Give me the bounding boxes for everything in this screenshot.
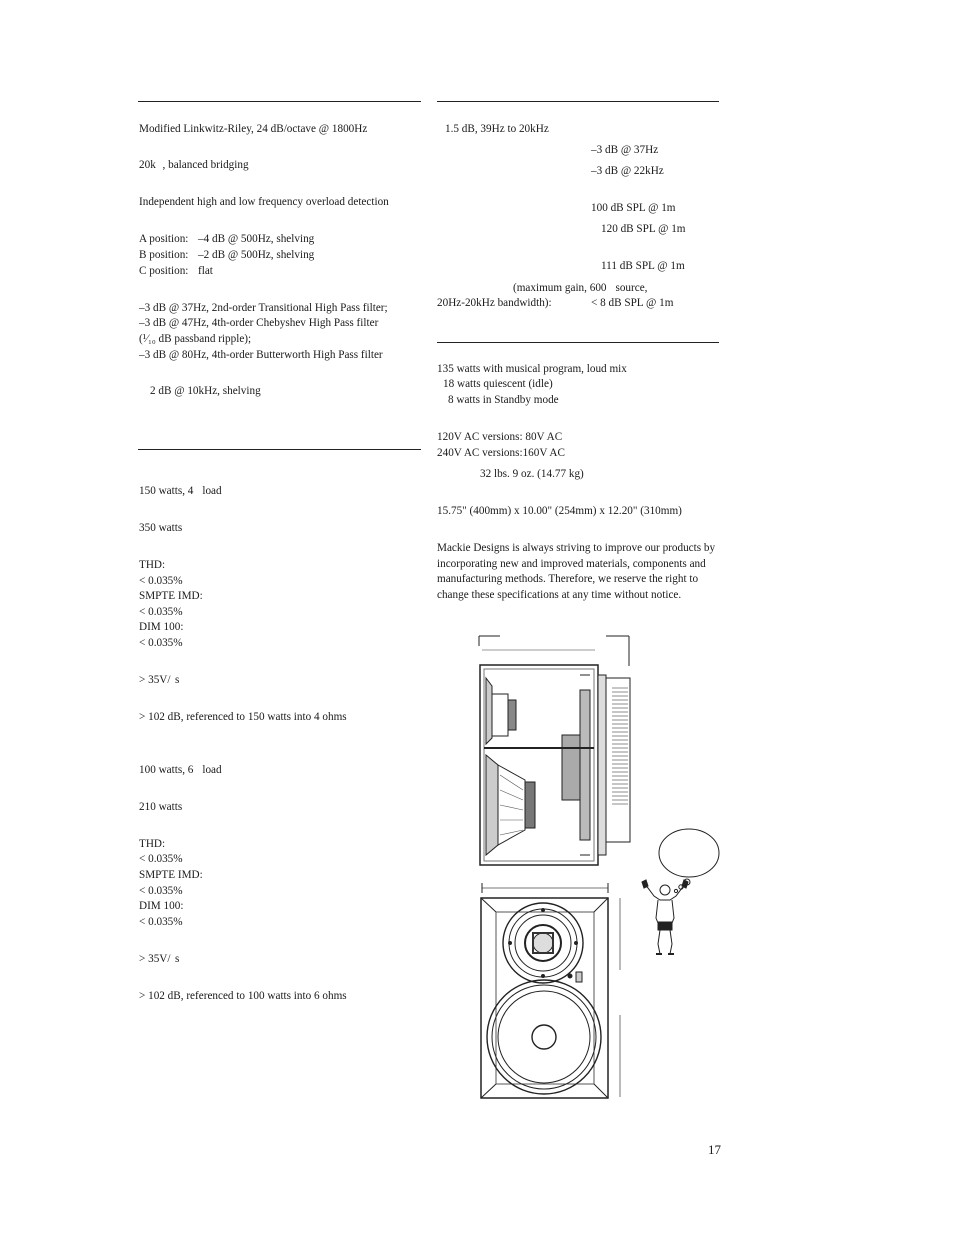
acoustic-space-a-value: –4 dB @ 500Hz, shelving [198,233,315,245]
hf-amp-slew: > 35V/ s [139,953,180,965]
lf-amp-snr: > 102 dB, referenced to 150 watts into 4 ohms [139,711,347,723]
max-spl-1: 100 dB SPL @ 1m [591,202,676,214]
acoustic-space-b-value: –2 dB @ 500Hz, shelving [198,249,315,261]
lf-amp-burst-power: 350 watts [139,522,183,534]
lf-cutoff-line-3: (¹⁄₁₀ dB passband ripple); [139,333,252,345]
lf-amp-dim-value: < 0.035% [139,637,183,649]
power-consumption-line-3: 8 watts in Standby mode [448,394,559,406]
lf-cutoff-line-2: –3 dB @ 47Hz, 4th-order Chebyshev High Pass filter [139,317,379,329]
section-rule-right-mid [437,342,719,343]
speaker-side-view-drawing [470,630,640,875]
hf-trim: 2 dB @ 10kHz, shelving [150,385,261,397]
hf-amp-thd-label: THD: [139,838,166,850]
hf-amp-rated-power: 100 watts, 6 load [139,764,222,776]
hf-amp-thd-value: < 0.035% [139,853,183,865]
noise-value: < 8 dB SPL @ 1m [591,297,674,309]
section-rule-left-top [138,101,421,102]
voltage-line-2: 240V AC versions:160V AC [437,447,565,459]
hf-amp-dim-value: < 0.035% [139,916,183,928]
strongman-figure [640,878,690,958]
noise-condition-line-2: 20Hz-20kHz bandwidth): [437,297,552,309]
dimensions: 15.75" (400mm) x 10.00" (254mm) x 12.20" (310mm) [437,505,682,517]
hf-amp-dim-label: DIM 100: [139,900,184,912]
lf-cutoff-line-4: –3 dB @ 80Hz, 4th-order Butterworth High Pass filter [139,349,383,361]
disclaimer: Mackie Designs is always striving to improve our products by incorporating new and improved materials, components and manufacturing methods. Therefore, we reserve the right to change these specifications at any time without notice. [437,542,716,602]
hf-amp-smpte-label: SMPTE IMD: [139,869,203,881]
hf-amp-burst-power: 210 watts [139,801,183,813]
hf-amp-smpte-value: < 0.035% [139,885,183,897]
page-number: 17 [708,1142,721,1157]
high-frequency-point: –3 dB @ 22kHz [591,165,664,177]
lf-amp-thd-label: THD: [139,559,166,571]
noise-condition-line-1: (maximum gain, 600 source, [513,282,648,294]
lf-amp-rated-power: 150 watts, 4 load [139,485,222,497]
lf-amp-slew: > 35V/ s [139,674,180,686]
max-spl-2: 120 dB SPL @ 1m [601,223,686,235]
lf-amp-dim-label: DIM 100: [139,621,184,633]
power-consumption-line-2: 18 watts quiescent (idle) [443,378,553,390]
frequency-response: 1.5 dB, 39Hz to 20kHz [445,123,549,135]
section-rule-left-mid [138,449,421,450]
acoustic-space-b-label: B position: [139,249,189,261]
acoustic-space-a-label: A position: [139,233,189,245]
lf-cutoff-line-1: –3 dB @ 37Hz, 2nd-order Transitional High Pass filter; [139,302,388,314]
acoustic-space-c-label: C position: [139,265,189,277]
max-spl-3: 111 dB SPL @ 1m [601,260,685,272]
lf-amp-smpte-value: < 0.035% [139,606,183,618]
lf-amp-smpte-label: SMPTE IMD: [139,590,203,602]
protection: Independent high and low frequency overload detection [139,196,389,208]
hf-amp-snr: > 102 dB, referenced to 100 watts into 6 ohms [139,990,347,1002]
weight: 32 lbs. 9 oz. (14.77 kg) [480,468,584,480]
input-impedance: 20k , balanced bridging [139,159,249,171]
low-frequency-point: –3 dB @ 37Hz [591,144,659,156]
section-rule-right-top [437,101,719,102]
speaker-front-view-drawing [470,880,630,1105]
acoustic-space-c-value: flat [198,265,213,277]
voltage-line-1: 120V AC versions: 80V AC [437,431,563,443]
crossover-type: Modified Linkwitz-Riley, 24 dB/octave @ 1800Hz [139,123,368,135]
lf-amp-thd-value: < 0.035% [139,575,183,587]
power-consumption-line-1: 135 watts with musical program, loud mix [437,363,627,375]
